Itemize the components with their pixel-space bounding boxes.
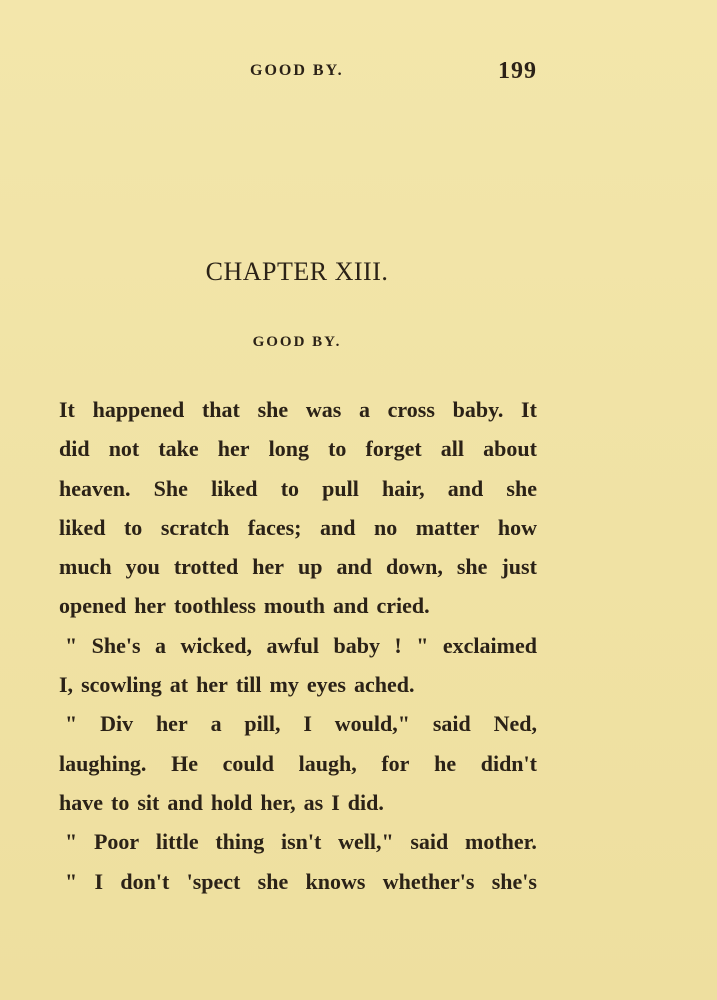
chapter-title: GOOD BY. [252, 334, 342, 350]
text-line: " Poor little thing isn't well," said mother. [65, 829, 537, 855]
running-title: GOOD BY. [250, 62, 344, 79]
chapter-heading: CHAPTER XIII. [205, 257, 389, 286]
text-line: heaven. She liked to pull hair, and she [59, 475, 537, 501]
text-line: It happened that she was a cross baby. It [59, 397, 537, 422]
text-line: laughing. He could laugh, for he didn't [59, 750, 537, 776]
page-number: 199 [498, 58, 537, 84]
text-line: " Div her a pill, I would," said Ned, [65, 711, 537, 737]
running-head [0, 60, 717, 90]
text-line: liked to scratch faces; and no matter how [59, 514, 537, 540]
text-line: " She's a wicked, awful baby ! " exclaimed [65, 632, 537, 658]
text-line: did not take her long to forget all about [59, 436, 537, 462]
text-line: opened her toothless mouth and cried. [59, 593, 430, 619]
body-text [59, 390, 537, 901]
text-line: much you trotted her up and down, she just [59, 554, 537, 580]
text-line: I, scowling at her till my eyes ached. [59, 672, 415, 698]
text-line: " I don't 'spect she knows whether's she's [65, 868, 537, 894]
text-line: have to sit and hold her, as I did. [59, 789, 384, 815]
